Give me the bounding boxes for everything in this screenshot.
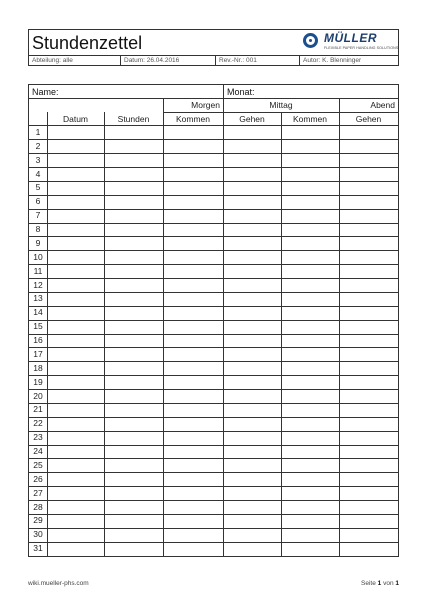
- morning-in-cell[interactable]: [163, 487, 223, 501]
- noon-out-cell[interactable]: [223, 251, 281, 265]
- hours-cell[interactable]: [104, 320, 163, 334]
- date-cell[interactable]: [47, 209, 104, 223]
- noon-in-cell[interactable]: [281, 237, 339, 251]
- hours-cell[interactable]: [104, 473, 163, 487]
- evening-out-cell[interactable]: [339, 292, 398, 306]
- table-row: [29, 126, 398, 140]
- table-row: [29, 168, 398, 182]
- noon-in-cell[interactable]: [281, 459, 339, 473]
- morning-in-cell[interactable]: [163, 417, 223, 431]
- noon-out-cell[interactable]: [223, 390, 281, 404]
- day-number: 18: [33, 362, 43, 373]
- noon-in-cell[interactable]: [281, 528, 339, 542]
- noon-out-cell[interactable]: [223, 181, 281, 195]
- day-number: 10: [33, 251, 43, 262]
- noon-out-cell[interactable]: [223, 292, 281, 306]
- month-label: Monat:: [227, 87, 255, 97]
- day-number: 28: [33, 501, 43, 512]
- date-cell[interactable]: [47, 376, 104, 390]
- morning-in-cell[interactable]: [163, 362, 223, 376]
- morning-in-cell[interactable]: [163, 181, 223, 195]
- date-cell[interactable]: [47, 487, 104, 501]
- table-row: [29, 487, 398, 501]
- morning-in-cell[interactable]: [163, 376, 223, 390]
- hours-cell[interactable]: [104, 237, 163, 251]
- noon-in-cell[interactable]: [281, 320, 339, 334]
- evening-out-cell[interactable]: [339, 473, 398, 487]
- morning-in-cell[interactable]: [163, 459, 223, 473]
- date-cell[interactable]: [47, 445, 104, 459]
- noon-out-cell[interactable]: [223, 334, 281, 348]
- morning-in-cell[interactable]: [163, 251, 223, 265]
- column-rule: [339, 99, 340, 556]
- hours-cell[interactable]: [104, 292, 163, 306]
- date-cell[interactable]: [47, 168, 104, 182]
- hours-cell[interactable]: [104, 362, 163, 376]
- footer-page-current: 1: [377, 580, 382, 587]
- group-noon-label: Mittag: [269, 100, 293, 110]
- footer-page-total: 1: [395, 580, 399, 587]
- timesheet-table: [28, 84, 399, 557]
- noon-in-cell[interactable]: [281, 279, 339, 293]
- morning-in-cell[interactable]: [163, 292, 223, 306]
- group-evening-label: Abend: [370, 100, 395, 110]
- hours-cell[interactable]: [104, 376, 163, 390]
- date-cell[interactable]: [47, 181, 104, 195]
- hours-cell[interactable]: [104, 223, 163, 237]
- hours-cell[interactable]: [104, 348, 163, 362]
- morning-in-cell[interactable]: [163, 279, 223, 293]
- evening-out-cell[interactable]: [339, 501, 398, 515]
- hours-cell[interactable]: [104, 431, 163, 445]
- table-row: [29, 528, 398, 542]
- day-number: 23: [33, 432, 43, 443]
- morning-in-cell[interactable]: [163, 390, 223, 404]
- table-row: [29, 403, 398, 417]
- day-number: 12: [33, 279, 43, 290]
- table-row: [29, 292, 398, 306]
- evening-out-cell[interactable]: [339, 251, 398, 265]
- logo-tagline: FLEXIBLE PAPER HANDLING SOLUTIONS: [324, 46, 399, 50]
- evening-out-cell[interactable]: [339, 306, 398, 320]
- day-number: 21: [33, 404, 43, 415]
- hours-cell[interactable]: [104, 209, 163, 223]
- table-row: [29, 237, 398, 251]
- morning-in-cell[interactable]: [163, 140, 223, 154]
- date-cell[interactable]: [47, 334, 104, 348]
- evening-out-cell[interactable]: [339, 459, 398, 473]
- morning-in-cell[interactable]: [163, 528, 223, 542]
- hours-cell[interactable]: [104, 514, 163, 528]
- hours-cell[interactable]: [104, 542, 163, 556]
- day-number: 26: [33, 473, 43, 484]
- noon-out-cell[interactable]: [223, 417, 281, 431]
- day-number: 27: [33, 487, 43, 498]
- hours-cell[interactable]: [104, 251, 163, 265]
- evening-out-cell[interactable]: [339, 514, 398, 528]
- noon-in-cell[interactable]: [281, 348, 339, 362]
- noon-in-cell[interactable]: [281, 417, 339, 431]
- noon-in-cell[interactable]: [281, 487, 339, 501]
- column-rule: [223, 99, 224, 556]
- footer-page-prefix: Seite: [361, 580, 376, 587]
- column-rule: [47, 112, 48, 556]
- hours-cell[interactable]: [104, 195, 163, 209]
- table-row: [29, 473, 398, 487]
- table-row: [29, 542, 398, 556]
- noon-out-cell[interactable]: [223, 320, 281, 334]
- noon-out-cell[interactable]: [223, 168, 281, 182]
- hours-cell[interactable]: [104, 487, 163, 501]
- evening-out-cell[interactable]: [339, 279, 398, 293]
- date-cell[interactable]: [47, 306, 104, 320]
- column-rule: [104, 112, 105, 556]
- date-cell[interactable]: [47, 459, 104, 473]
- date-cell[interactable]: [47, 140, 104, 154]
- day-number: 31: [33, 543, 43, 554]
- noon-in-cell[interactable]: [281, 334, 339, 348]
- date-cell[interactable]: [47, 362, 104, 376]
- evening-out-cell[interactable]: [339, 431, 398, 445]
- noon-in-cell[interactable]: [281, 501, 339, 515]
- column-header-noon-in: Kommen: [292, 114, 327, 124]
- date-cell[interactable]: [47, 514, 104, 528]
- divider-name-month: [223, 85, 224, 99]
- hours-cell[interactable]: [104, 126, 163, 140]
- noon-in-cell[interactable]: [281, 514, 339, 528]
- table-row: [29, 154, 398, 168]
- noon-in-cell[interactable]: [281, 473, 339, 487]
- noon-out-cell[interactable]: [223, 279, 281, 293]
- table-row: [29, 501, 398, 515]
- date-cell[interactable]: [47, 292, 104, 306]
- morning-in-cell[interactable]: [163, 168, 223, 182]
- noon-out-cell[interactable]: [223, 445, 281, 459]
- evening-out-cell[interactable]: [339, 168, 398, 182]
- day-number: 14: [33, 307, 43, 318]
- morning-in-cell[interactable]: [163, 237, 223, 251]
- morning-in-cell[interactable]: [163, 473, 223, 487]
- date-cell[interactable]: [47, 279, 104, 293]
- hours-cell[interactable]: [104, 279, 163, 293]
- noon-in-cell[interactable]: [281, 403, 339, 417]
- table-row: [29, 251, 398, 265]
- evening-out-cell[interactable]: [339, 181, 398, 195]
- hours-cell[interactable]: [104, 445, 163, 459]
- hours-cell[interactable]: [104, 265, 163, 279]
- morning-in-cell[interactable]: [163, 403, 223, 417]
- noon-in-cell[interactable]: [281, 251, 339, 265]
- header-title-bar: [29, 30, 398, 56]
- morning-in-cell[interactable]: [163, 445, 223, 459]
- noon-out-cell[interactable]: [223, 362, 281, 376]
- noon-out-cell[interactable]: [223, 126, 281, 140]
- noon-out-cell[interactable]: [223, 542, 281, 556]
- date-cell[interactable]: [47, 473, 104, 487]
- logo-wordmark: MÜLLER: [324, 31, 377, 45]
- noon-in-cell[interactable]: [281, 306, 339, 320]
- noon-out-cell[interactable]: [223, 223, 281, 237]
- morning-in-cell[interactable]: [163, 154, 223, 168]
- evening-out-cell[interactable]: [339, 542, 398, 556]
- table-row: [29, 390, 398, 404]
- hours-cell[interactable]: [104, 403, 163, 417]
- table-row: [29, 348, 398, 362]
- noon-out-cell[interactable]: [223, 487, 281, 501]
- footer-page-sep: von: [383, 580, 394, 587]
- noon-in-cell[interactable]: [281, 168, 339, 182]
- noon-in-cell[interactable]: [281, 126, 339, 140]
- evening-out-cell[interactable]: [339, 209, 398, 223]
- column-header-date: Datum: [62, 114, 89, 124]
- evening-out-cell[interactable]: [339, 237, 398, 251]
- morning-in-cell[interactable]: [163, 195, 223, 209]
- morning-in-cell[interactable]: [163, 209, 223, 223]
- noon-out-cell[interactable]: [223, 140, 281, 154]
- rule-under-name: [29, 98, 398, 99]
- day-number: 16: [33, 335, 43, 346]
- hours-cell[interactable]: [104, 154, 163, 168]
- hours-cell[interactable]: [104, 181, 163, 195]
- noon-in-cell[interactable]: [281, 542, 339, 556]
- evening-out-cell[interactable]: [339, 265, 398, 279]
- morning-in-cell[interactable]: [163, 126, 223, 140]
- table-row: [29, 279, 398, 293]
- date-cell[interactable]: [47, 154, 104, 168]
- morning-in-cell[interactable]: [163, 334, 223, 348]
- noon-in-cell[interactable]: [281, 209, 339, 223]
- date-cell[interactable]: [47, 237, 104, 251]
- date-cell[interactable]: [47, 542, 104, 556]
- noon-out-cell[interactable]: [223, 431, 281, 445]
- noon-in-cell[interactable]: [281, 265, 339, 279]
- morning-in-cell[interactable]: [163, 501, 223, 515]
- evening-out-cell[interactable]: [339, 417, 398, 431]
- day-number: 30: [33, 529, 43, 540]
- evening-out-cell[interactable]: [339, 334, 398, 348]
- document-header: [28, 29, 399, 66]
- date-cell[interactable]: [47, 348, 104, 362]
- footer-page-info: [361, 580, 399, 587]
- date-cell[interactable]: [47, 195, 104, 209]
- evening-out-cell[interactable]: [339, 348, 398, 362]
- table-row: [29, 140, 398, 154]
- hours-cell[interactable]: [104, 501, 163, 515]
- column-header-hours: Stunden: [117, 114, 150, 124]
- day-number: 17: [33, 348, 43, 359]
- day-number: 1: [35, 127, 41, 137]
- table-row: [29, 376, 398, 390]
- table-row: [29, 459, 398, 473]
- table-row: [29, 265, 398, 279]
- date-cell[interactable]: [47, 126, 104, 140]
- day-number: 24: [33, 446, 43, 457]
- date-cell[interactable]: [47, 390, 104, 404]
- meta-revision: Rev.-Nr.: 001: [216, 56, 300, 65]
- hours-cell[interactable]: [104, 459, 163, 473]
- day-number: 5: [35, 182, 41, 193]
- meta-date: Datum: 26.04.2016: [121, 56, 216, 65]
- noon-in-cell[interactable]: [281, 390, 339, 404]
- noon-in-cell[interactable]: [281, 223, 339, 237]
- day-number: 7: [35, 210, 41, 221]
- column-header-noon-out: Gehen: [239, 114, 265, 124]
- table-row: [29, 362, 398, 376]
- evening-out-cell[interactable]: [339, 403, 398, 417]
- noon-out-cell[interactable]: [223, 154, 281, 168]
- footer-site: wiki.mueller-phs.com: [28, 580, 89, 587]
- morning-in-cell[interactable]: [163, 223, 223, 237]
- column-header-evening-out: Gehen: [355, 114, 382, 124]
- hours-cell[interactable]: [104, 528, 163, 542]
- morning-in-cell[interactable]: [163, 542, 223, 556]
- noon-in-cell[interactable]: [281, 140, 339, 154]
- day-number: 9: [35, 237, 41, 248]
- meta-author: Autor: K. Blenninger: [303, 57, 362, 64]
- noon-out-cell[interactable]: [223, 237, 281, 251]
- evening-out-cell[interactable]: [339, 223, 398, 237]
- hours-cell[interactable]: [104, 168, 163, 182]
- evening-out-cell[interactable]: [339, 320, 398, 334]
- noon-out-cell[interactable]: [223, 514, 281, 528]
- noon-out-cell[interactable]: [223, 501, 281, 515]
- logo-emblem-icon: [303, 33, 318, 48]
- noon-out-cell[interactable]: [223, 306, 281, 320]
- date-cell[interactable]: [47, 251, 104, 265]
- morning-in-cell[interactable]: [163, 306, 223, 320]
- meta-department: Abteilung: alle: [29, 56, 121, 65]
- noon-out-cell[interactable]: [223, 528, 281, 542]
- day-number: 4: [35, 168, 41, 179]
- noon-out-cell[interactable]: [223, 403, 281, 417]
- noon-out-cell[interactable]: [223, 459, 281, 473]
- noon-out-cell[interactable]: [223, 348, 281, 362]
- morning-in-cell[interactable]: [163, 514, 223, 528]
- name-label: Name:: [32, 87, 59, 97]
- column-rule: [281, 112, 282, 556]
- evening-out-cell[interactable]: [339, 362, 398, 376]
- table-row: [29, 320, 398, 334]
- day-number: 15: [33, 321, 43, 332]
- day-number: 6: [35, 196, 41, 207]
- day-number: 3: [35, 154, 41, 165]
- evening-out-cell[interactable]: [339, 126, 398, 140]
- noon-in-cell[interactable]: [281, 431, 339, 445]
- evening-out-cell[interactable]: [339, 195, 398, 209]
- column-header-morning-in: Kommen: [175, 114, 210, 124]
- evening-out-cell[interactable]: [339, 445, 398, 459]
- table-row: [29, 195, 398, 209]
- day-number: 29: [33, 515, 43, 526]
- hours-cell[interactable]: [104, 390, 163, 404]
- table-row: [29, 209, 398, 223]
- evening-out-cell[interactable]: [339, 376, 398, 390]
- noon-out-cell[interactable]: [223, 265, 281, 279]
- date-cell[interactable]: [47, 417, 104, 431]
- noon-in-cell[interactable]: [281, 154, 339, 168]
- noon-in-cell[interactable]: [281, 445, 339, 459]
- table-row: [29, 514, 398, 528]
- date-cell[interactable]: [47, 501, 104, 515]
- hours-cell[interactable]: [104, 140, 163, 154]
- day-number: 8: [35, 224, 41, 235]
- evening-out-cell[interactable]: [339, 140, 398, 154]
- date-cell[interactable]: [47, 223, 104, 237]
- date-cell[interactable]: [47, 320, 104, 334]
- noon-in-cell[interactable]: [281, 362, 339, 376]
- noon-in-cell[interactable]: [281, 195, 339, 209]
- evening-out-cell[interactable]: [339, 528, 398, 542]
- noon-out-cell[interactable]: [223, 473, 281, 487]
- noon-out-cell[interactable]: [223, 376, 281, 390]
- noon-in-cell[interactable]: [281, 181, 339, 195]
- day-number: 20: [33, 390, 43, 401]
- day-number: 11: [33, 265, 43, 276]
- table-row: [29, 417, 398, 431]
- evening-out-cell[interactable]: [339, 487, 398, 501]
- table-row: [29, 306, 398, 320]
- date-cell[interactable]: [47, 403, 104, 417]
- date-cell[interactable]: [47, 265, 104, 279]
- noon-in-cell[interactable]: [281, 292, 339, 306]
- hours-cell[interactable]: [104, 417, 163, 431]
- day-number: 22: [33, 418, 43, 429]
- evening-out-cell[interactable]: [339, 390, 398, 404]
- morning-in-cell[interactable]: [163, 431, 223, 445]
- date-cell[interactable]: [47, 431, 104, 445]
- noon-out-cell[interactable]: [223, 209, 281, 223]
- table-row: [29, 334, 398, 348]
- noon-in-cell[interactable]: [281, 376, 339, 390]
- date-cell[interactable]: [47, 528, 104, 542]
- hours-cell[interactable]: [104, 334, 163, 348]
- column-rule: [163, 99, 164, 556]
- header-meta-row: [29, 56, 398, 65]
- morning-in-cell[interactable]: [163, 320, 223, 334]
- table-row: [29, 431, 398, 445]
- page-title: Stundenzettel: [32, 33, 143, 53]
- day-number: 2: [35, 140, 41, 151]
- noon-out-cell[interactable]: [223, 195, 281, 209]
- group-morning-label: Morgen: [191, 100, 220, 110]
- morning-in-cell[interactable]: [163, 265, 223, 279]
- table-row: [29, 445, 398, 459]
- day-number: 25: [33, 459, 43, 470]
- company-logo: [301, 31, 399, 53]
- evening-out-cell[interactable]: [339, 154, 398, 168]
- table-row: [29, 223, 398, 237]
- table-row: [29, 181, 398, 195]
- morning-in-cell[interactable]: [163, 348, 223, 362]
- hours-cell[interactable]: [104, 306, 163, 320]
- day-number: 19: [33, 376, 43, 387]
- day-number: 13: [33, 293, 43, 304]
